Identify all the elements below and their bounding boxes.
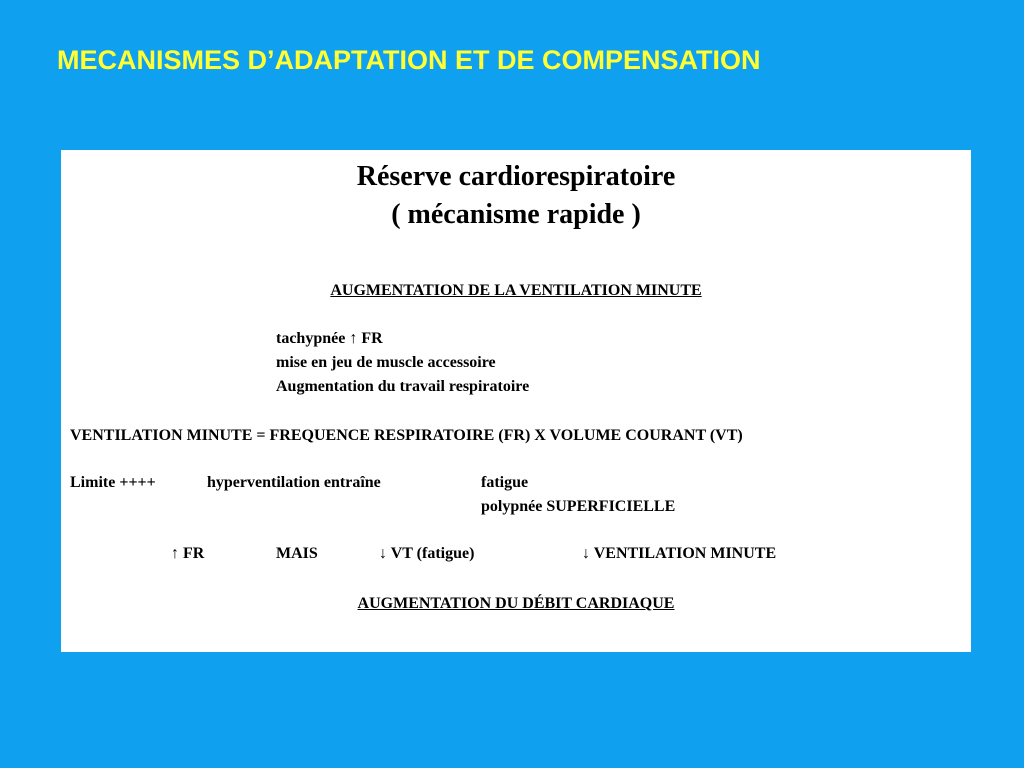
summary-vm [582,544,776,563]
list-item-tachypnee [276,329,383,348]
list-item-travail: Augmentation du travail respiratoire [276,378,530,395]
content-box [61,150,971,652]
limit-effect-fatigue: fatigue [481,474,529,491]
summary-vt-label: VT (fatigue) [390,545,475,562]
section-title-debit: AUGMENTATION DU DÉBIT CARDIAQUE [357,595,675,612]
list-item-suffix: FR [361,330,383,347]
slide-title: MECANISMES D’ADAPTATION ET DE COMPENSATION [57,45,761,75]
summary-vm-label: VENTILATION MINUTE [593,545,777,562]
limit-label: Limite ++++ [70,474,156,491]
summary-fr-label: FR [183,545,205,562]
list-item-text: tachypnée [276,330,346,347]
up-arrow-icon: ↑ [171,545,179,562]
summary-mais: MAIS [276,545,318,562]
summary-fr [171,544,204,563]
up-arrow-icon: ↑ [349,330,358,347]
list-item-muscle: mise en jeu de muscle accessoire [276,354,496,371]
limit-cause: hyperventilation entraîne [207,474,381,491]
down-arrow-icon: ↓ [582,545,590,562]
formula-text: VENTILATION MINUTE = FREQUENCE RESPIRATOIRE (FR) X VOLUME COURANT (VT) [70,427,743,444]
heading-line-2: ( mécanisme rapide ) [391,199,641,230]
heading-line-1: Réserve cardiorespiratoire [356,161,676,192]
section-title-ventilation: AUGMENTATION DE LA VENTILATION MINUTE [330,282,702,299]
down-arrow-icon: ↓ [379,545,387,562]
summary-vt [379,544,474,563]
limit-effect-polypnee: polypnée SUPERFICIELLE [481,498,676,515]
